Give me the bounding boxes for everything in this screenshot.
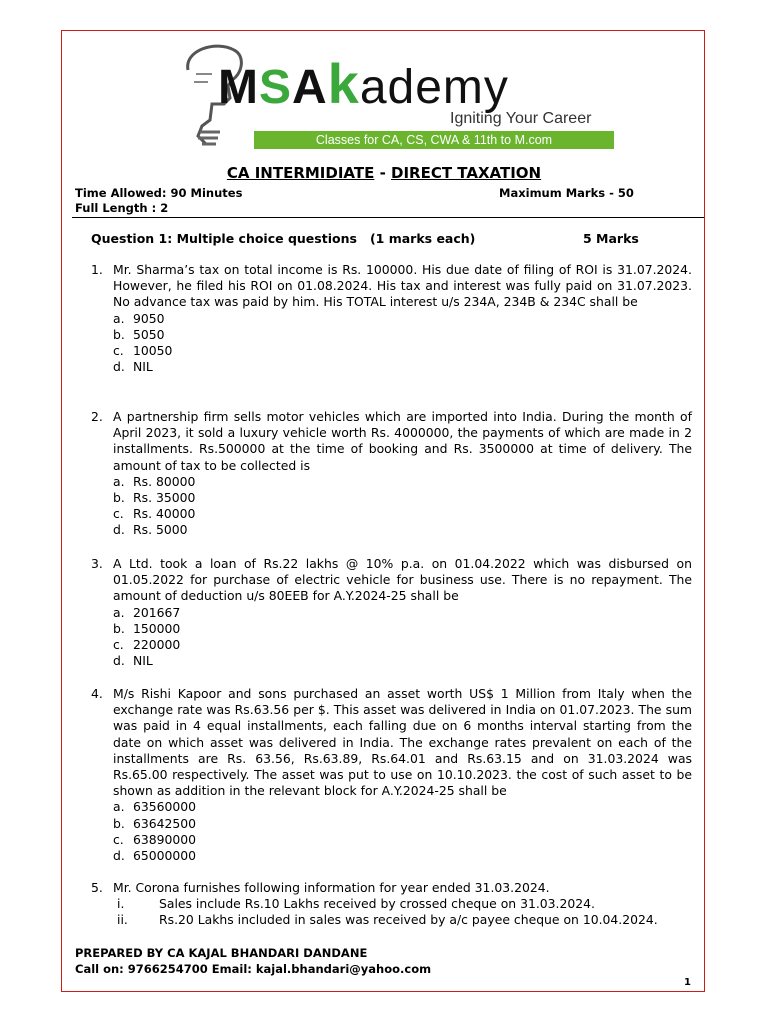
question-number: 1. bbox=[91, 262, 103, 277]
option-letter: a. bbox=[113, 310, 125, 326]
option-letter: d. bbox=[113, 848, 125, 864]
option-letter: b. bbox=[113, 490, 125, 506]
option bbox=[113, 848, 692, 864]
brand-letter: M bbox=[218, 61, 259, 114]
option-letter: d. bbox=[113, 359, 125, 375]
option-text: 63890000 bbox=[133, 831, 197, 847]
question-number: 5. bbox=[91, 880, 103, 895]
question-stem: M/s Rishi Kapoor and sons purchased an asset worth US$ 1 Million from Italy when the exchange rate was Rs.63.56 per $. This asset was delivered in India on 01.07.2023. The sum was paid in 4 equal installments, each falling due on 6 months interval starting from the date on which asset was delivered in India. The exchange rates prevalent on each of the installments are Rs. 63.56, Rs.63.89, Rs.64.01 and Rs.63.15 and on 31.03.2024 was Rs.65.00 respectively. The asset was put to use on 10.10.2023. the cost of such asset to be shown as addition in the relevant block for A.Y.2024-25 shall be bbox=[113, 686, 692, 799]
option bbox=[113, 506, 692, 522]
option-letter: d. bbox=[113, 522, 125, 538]
option-text: 5050 bbox=[133, 326, 165, 342]
question-number: 3. bbox=[91, 556, 103, 571]
full-length: Full Length : 2 bbox=[75, 201, 169, 215]
option bbox=[113, 637, 692, 653]
option-text: NIL bbox=[133, 359, 153, 375]
option-letter: c. bbox=[113, 831, 124, 847]
option-text: NIL bbox=[133, 653, 153, 669]
question-stem: Mr. Corona furnishes following information for year ended 31.03.2024. bbox=[113, 880, 550, 895]
option-text: 220000 bbox=[133, 637, 181, 653]
page-number: 1 bbox=[684, 977, 691, 988]
option bbox=[113, 327, 692, 343]
question-stem: A Ltd. took a loan of Rs.22 lakhs @ 10% p.a. on 01.04.2022 which was disbursed on 01.05.2022 for purchase of electric vehicle for business use. There is no repayment. The amount of deduction u/s 80EEB for A.Y.2024-25 shall be bbox=[113, 556, 692, 604]
option-letter: a. bbox=[113, 473, 125, 489]
option-text: 201667 bbox=[133, 604, 181, 620]
option bbox=[113, 653, 692, 669]
option-text: 63642500 bbox=[133, 815, 197, 831]
option-text: 10050 bbox=[133, 343, 173, 359]
brand-letter: k bbox=[327, 52, 360, 115]
option-letter: d. bbox=[113, 653, 125, 669]
option bbox=[113, 605, 692, 621]
option bbox=[113, 799, 692, 815]
option bbox=[113, 816, 692, 832]
question-number: 4. bbox=[91, 686, 103, 701]
option-list bbox=[113, 799, 692, 864]
question-1 bbox=[91, 262, 692, 375]
option bbox=[113, 490, 692, 506]
option-text: 9050 bbox=[133, 310, 165, 326]
option-list bbox=[113, 311, 692, 376]
brand-letter: A bbox=[292, 61, 328, 114]
option-text: Rs. 80000 bbox=[133, 473, 196, 489]
option bbox=[113, 474, 692, 490]
classes-banner: Classes for CA, CS, CWA & 11th to M.com bbox=[254, 131, 614, 149]
course-title: CA INTERMIDIATE bbox=[226, 164, 375, 182]
question-3 bbox=[91, 556, 692, 669]
option-letter: b. bbox=[113, 326, 125, 342]
option-text: Rs. 5000 bbox=[133, 522, 188, 538]
option-letter: c. bbox=[113, 343, 124, 359]
sub-item-text: Sales include Rs.10 Lakhs received by crossed cheque on 31.03.2024. bbox=[159, 896, 595, 912]
option-letter: c. bbox=[113, 637, 124, 653]
sub-item bbox=[113, 896, 692, 912]
prepared-by: PREPARED BY CA KAJAL BHANDARI DANDANE bbox=[75, 946, 368, 960]
question-stem: A partnership firm sells motor vehicles which are imported into India. During the month of April 2023, it sold a luxury vehicle worth Rs. 4000000, the payments of which are made in 2 installments. Rs.500000 at the time of booking and Rs. 3500000 at time of delivery. The amount of tax to be collected is bbox=[113, 409, 692, 473]
option-list bbox=[113, 605, 692, 670]
option-text: 150000 bbox=[133, 620, 181, 636]
option-letter: b. bbox=[113, 815, 125, 831]
option-text: 65000000 bbox=[133, 848, 197, 864]
option-list bbox=[113, 474, 692, 539]
question-4 bbox=[91, 686, 692, 864]
question-stem: Mr. Sharma’s tax on total income is Rs. 100000. His due date of filing of ROI is 31.07.2024. However, he filed his ROI on 01.08.2024. His tax and interest was fully paid on 31.07.2023. No advance tax was paid by him. His TOTAL interest u/s 234A, 234B & 234C shall be bbox=[113, 262, 692, 310]
brand-letters: ademy bbox=[359, 61, 509, 114]
question-5 bbox=[91, 880, 692, 929]
option-letter: a. bbox=[113, 604, 125, 620]
option bbox=[113, 522, 692, 538]
option-letter: a. bbox=[113, 799, 125, 815]
brand-letter: S bbox=[258, 61, 292, 114]
option-letter: b. bbox=[113, 620, 125, 636]
section-marks: 5 Marks bbox=[583, 231, 639, 246]
option bbox=[113, 359, 692, 375]
time-allowed: Time Allowed: 90 Minutes bbox=[75, 186, 243, 200]
brand-name bbox=[218, 52, 509, 115]
contact-info: Call on: 9766254700 Email: kajal.bhandari@yahoo.com bbox=[75, 962, 432, 976]
option bbox=[113, 311, 692, 327]
subject-title: DIRECT TAXATION bbox=[391, 164, 542, 182]
option bbox=[113, 343, 692, 359]
sub-item-label: i. bbox=[117, 896, 125, 912]
header-divider bbox=[72, 217, 704, 218]
maximum-marks: Maximum Marks - 50 bbox=[499, 186, 634, 200]
sub-item-label: ii. bbox=[117, 912, 128, 928]
option bbox=[113, 832, 692, 848]
sub-item-text: Rs.20 Lakhs included in sales was received by a/c payee cheque on 10.04.2024. bbox=[159, 912, 658, 928]
exam-title bbox=[0, 164, 768, 182]
option-text: Rs. 35000 bbox=[133, 490, 196, 506]
option bbox=[113, 621, 692, 637]
question-2 bbox=[91, 409, 692, 539]
sub-item bbox=[113, 912, 692, 928]
question-number: 2. bbox=[91, 409, 103, 424]
option-text: 63560000 bbox=[133, 799, 197, 815]
title-separator: - bbox=[374, 164, 392, 182]
brand-tagline: Igniting Your Career bbox=[450, 110, 592, 127]
section-heading: Question 1: Multiple choice questions (1 marks each) bbox=[91, 231, 476, 246]
option-text: Rs. 40000 bbox=[133, 506, 196, 522]
option-letter: c. bbox=[113, 506, 124, 522]
